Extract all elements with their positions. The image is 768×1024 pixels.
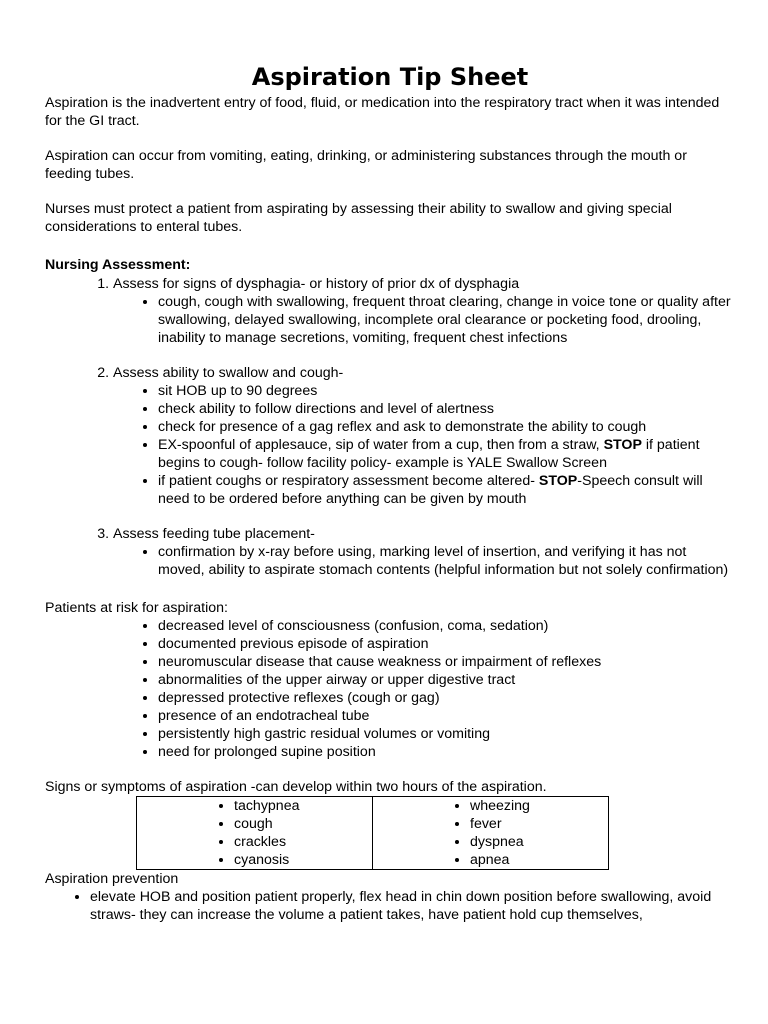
list-item [158,436,735,472]
signs-left-cell [137,797,373,870]
list-item: • tachypnea [234,797,372,815]
intro-paragraph-2: Aspiration can occur from vomiting, eating, drinking, or administering substances through the mouth or feeding tubes. [45,148,687,182]
risk-heading: Patients at risk for aspiration: [45,600,228,616]
list-item: • documented previous episode of aspiration [158,635,735,653]
list-item: • confirmation by x-ray before using, marking level of insertion, and verifying it has not moved, ability to aspirate stomach contents (helpful information but not solely confirmation) [158,543,735,579]
list-item: • crackles [234,833,372,851]
list-item: • cyanosis [234,851,372,869]
stop-emphasis: STOP [538,473,578,489]
list-item: • abnormalities of the upper airway or upper digestive tract [158,671,735,689]
prevention-list [45,888,735,924]
list-item: • wheezing [470,797,608,815]
list-item: • neuromuscular disease that cause weakness or impairment of reflexes [158,653,735,671]
signs-right-cell [373,797,609,870]
list-item: • persistently high gastric residual volumes or vomiting [158,725,735,743]
list-item: • apnea [470,851,608,869]
dysphagia-signs-list [113,293,735,347]
ex-text-after: if patient begins to cough- follow facility policy- example is YALE Swallow Screen [158,437,700,471]
signs-table [136,796,609,870]
list-item: • need for prolonged supine position [158,743,735,761]
signs-left-list [137,797,372,869]
list-item: • decreased level of consciousness (confusion, coma, sedation) [158,617,735,635]
document-page [45,62,735,924]
assessment-item-label: Assess for signs of dysphagia- or history of prior dx of dysphagia [113,276,520,292]
list-item: • cough, cough with swallowing, frequent throat clearing, change in voice tone or quality after swallowing, delayed swallowing, incomplete oral clearance or pocketing food, drooling, inability to manage secretions, vomiting, frequent chest infections [158,293,735,347]
assessment-item-feeding-tube [113,525,735,579]
prevention-heading: Aspiration prevention [45,871,179,887]
intro-paragraph-3: Nurses must protect a patient from aspirating by assessing their ability to swallow and giving special considerations to enteral tubes. [45,201,672,235]
signs-heading: Signs or symptoms of aspiration -can develop within two hours of the aspiration. [45,779,547,795]
swallow-steps-list [113,382,735,508]
list-item: • sit HOB up to 90 degrees [158,382,735,400]
assessment-list [45,275,735,579]
stop-text-after: -Speech consult will need to be ordered before anything can be given by mouth [158,473,703,507]
list-item: • fever [470,815,608,833]
assessment-item-label: Assess ability to swallow and cough- [113,365,344,381]
nursing-assessment-heading: Nursing Assessment: [45,257,191,273]
document-title: Aspiration Tip Sheet [251,63,529,91]
risk-list [45,617,735,761]
list-item: • dyspnea [470,833,608,851]
list-item [158,472,735,508]
assessment-item-swallow [113,364,735,508]
list-item: • elevate HOB and position patient properly, flex head in chin down position before swallowing, avoid straws- they can increase the volume a patient takes, have patient hold cup themselves, [90,888,735,924]
table-row [137,797,609,870]
list-item: • presence of an endotracheal tube [158,707,735,725]
list-item: • check ability to follow directions and level of alertness [158,400,735,418]
ex-text-before: EX-spoonful of applesauce, sip of water from a cup, then from a straw, [158,437,604,453]
feeding-tube-list [113,543,735,579]
assessment-item-dysphagia [113,275,735,347]
signs-right-list [373,797,608,869]
intro-paragraph-1: Aspiration is the inadvertent entry of food, fluid, or medication into the respiratory tract when it was intended for the GI tract. [45,95,720,129]
stop-text-before: if patient coughs or respiratory assessment become altered- [158,473,539,489]
list-item: • depressed protective reflexes (cough or gag) [158,689,735,707]
list-item: • cough [234,815,372,833]
list-item: • check for presence of a gag reflex and ask to demonstrate the ability to cough [158,418,735,436]
stop-emphasis: STOP [603,437,642,453]
assessment-item-label: Assess feeding tube placement- [113,526,315,542]
